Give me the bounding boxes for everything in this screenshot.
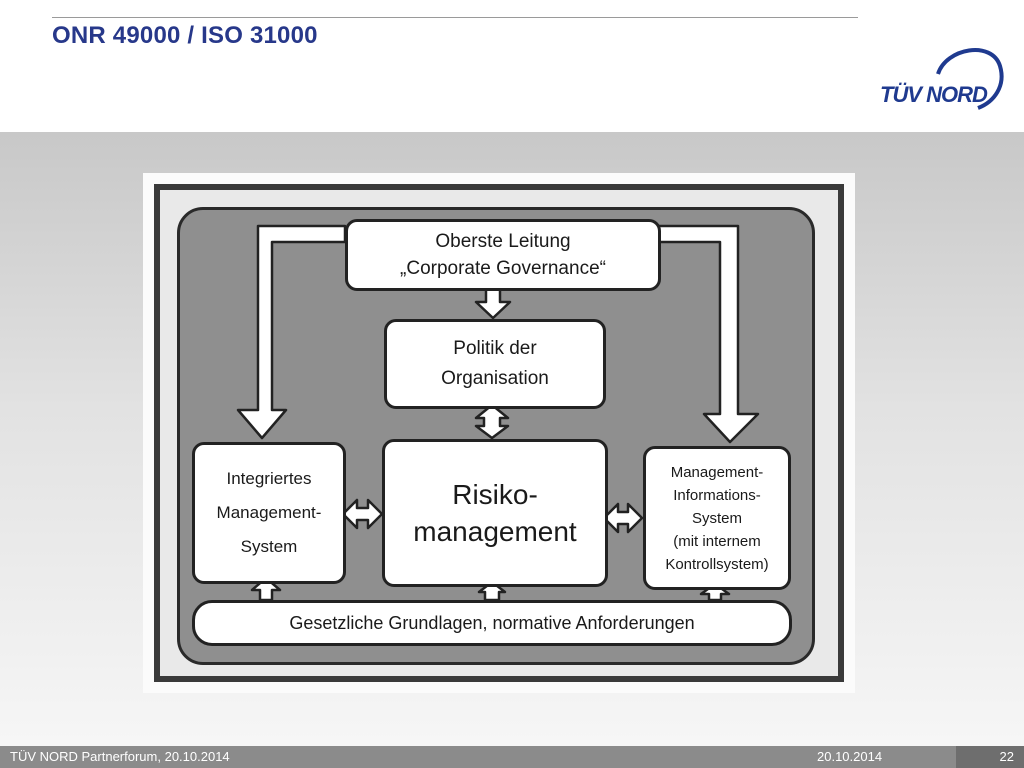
slide-title: ONR 49000 / ISO 31000 [52,22,318,49]
mis-label-5: Kontrollsystem) [665,555,769,573]
footer-event: TÜV NORD Partnerforum, 20.10.2014 [10,749,230,764]
arrow-risk-mis [604,504,642,532]
page-number-box [956,746,1024,768]
legal-basis-label: Gesetzliche Grundlagen, normative Anforderungen [289,613,695,633]
ims-label-1: Integriertes [226,469,312,488]
risk-label-1: Risiko- [452,479,538,510]
integrated-management-system-box [192,442,346,584]
mis-label-3: System [691,509,742,527]
top-management-box [345,219,661,291]
arrow-governance-to-policy [476,288,510,318]
footer-date: 20.10.2014 [817,749,883,764]
arrow-policy-risk [476,405,508,438]
mis-label-2: Informations- [673,486,761,504]
policy-box [384,319,606,409]
mis-label-1: Management- [670,463,764,481]
management-information-system-box [643,446,791,590]
risk-label-2: management [413,516,577,547]
risk-management-box [382,439,608,587]
mis-label-4: (mit internem [673,532,761,550]
corporate-governance-label: „Corporate Governance“ [400,258,606,279]
arrow-governance-to-ims [238,226,345,438]
legal-basis-box [192,600,792,646]
arrow-governance-to-mis [655,226,758,442]
logo-text: TÜV NORD [880,82,987,107]
policy-label-1: Politik der [453,338,537,359]
ims-label-2: Management- [216,503,322,522]
ims-label-3: System [240,537,298,556]
top-management-label: Oberste Leitung [435,231,571,252]
slide-footer [0,746,1024,768]
arrow-ims-risk [343,500,382,528]
policy-label-2: Organisation [441,368,549,389]
page-number: 22 [999,749,1014,764]
